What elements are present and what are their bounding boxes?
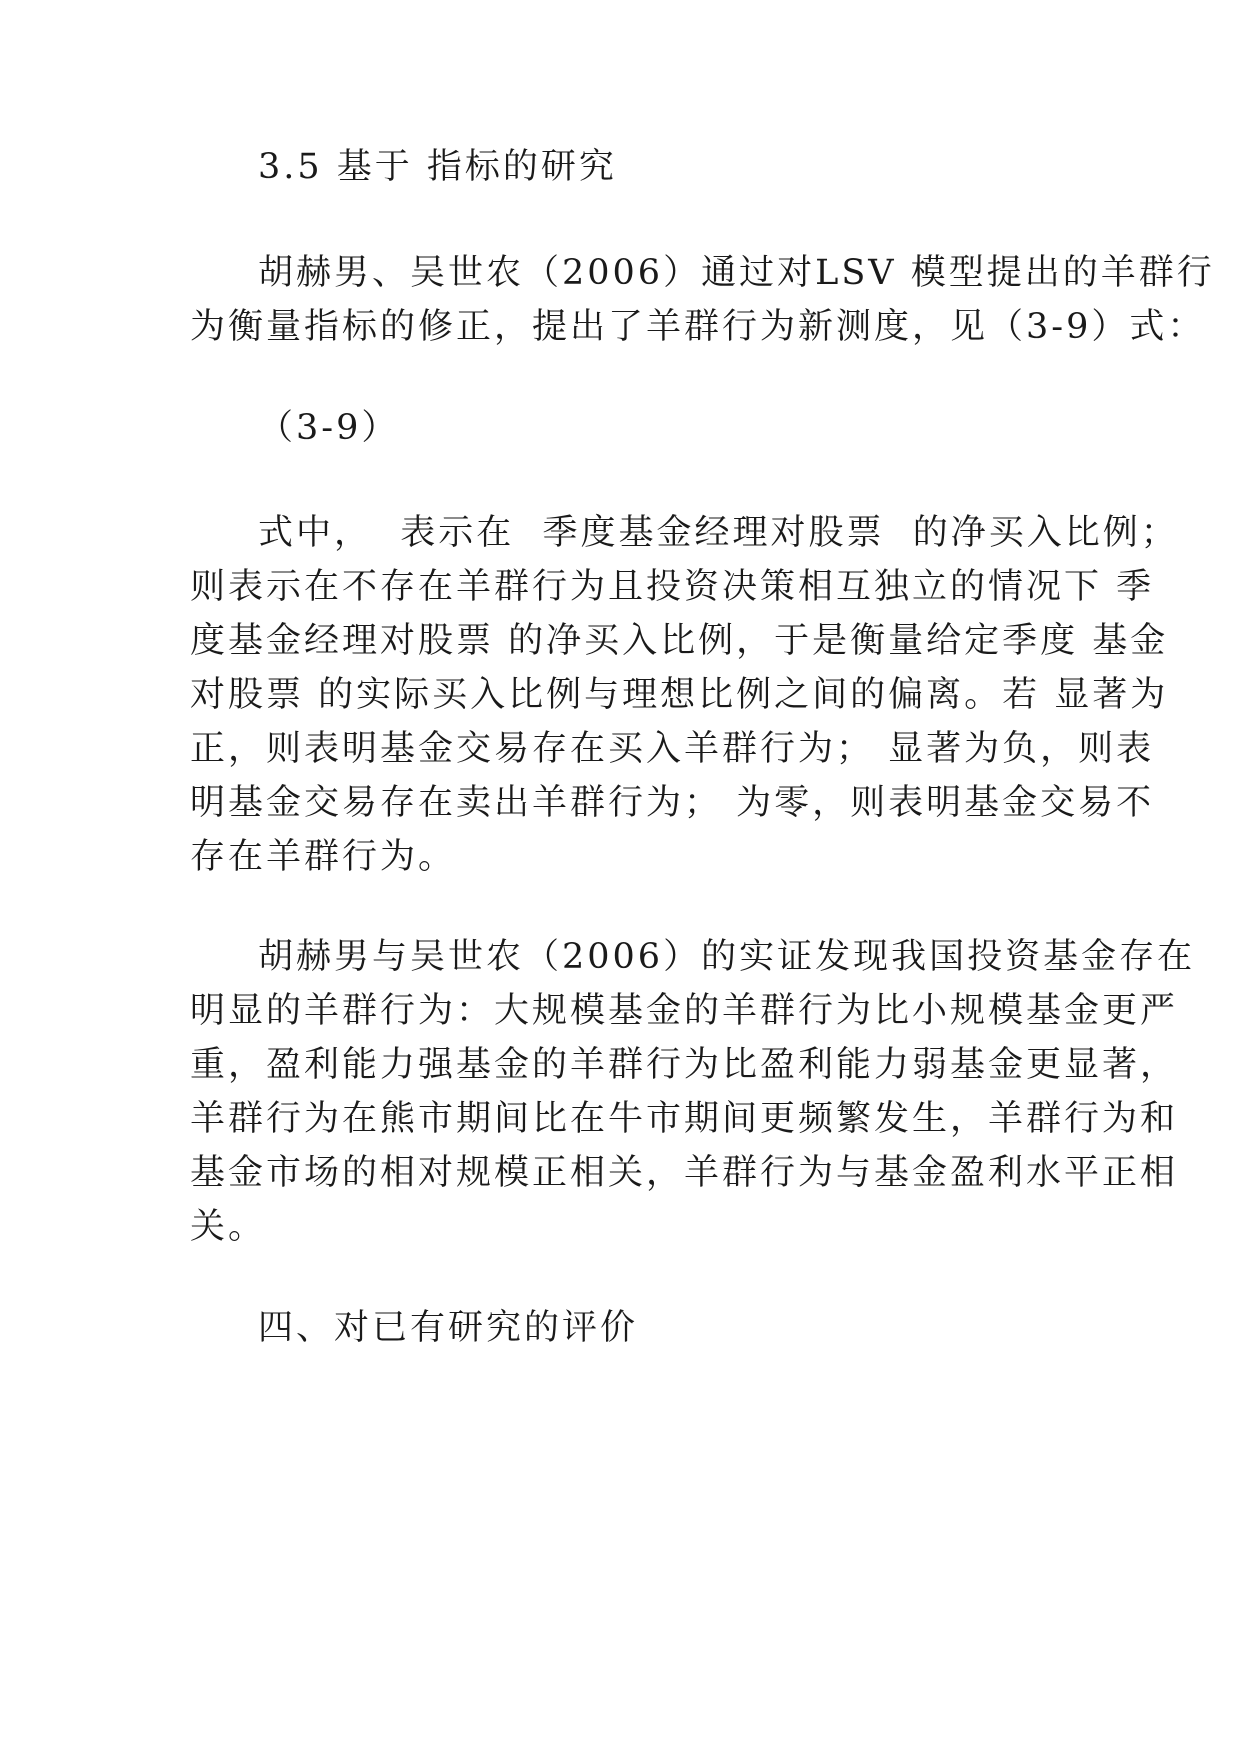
section4-heading: 四、对已有研究的评价 bbox=[258, 1308, 639, 1348]
paragraph-line: 明显的羊群行为：大规模基金的羊群行为比小规模基金更严 bbox=[190, 991, 1179, 1031]
paragraph-line: 重，盈利能力强基金的羊群行为比盈利能力弱基金更显著， bbox=[190, 1045, 1179, 1085]
equation-number: （3-9） bbox=[258, 408, 400, 448]
paragraph-line: 式中， 表示在 季度基金经理对股票 的净买入比例； bbox=[258, 513, 1179, 553]
paragraph-line: 存在羊群行为。 bbox=[190, 837, 457, 877]
paragraph-line: 正，则表明基金交易存在买入羊群行为； 显著为负，则表 bbox=[190, 729, 1155, 769]
paragraph-line: 为衡量指标的修正，提出了羊群行为新测度，见（3-9）式： bbox=[190, 307, 1206, 347]
paragraph-line: 胡赫男、吴世农（2006）通过对LSV 模型提出的羊群行 bbox=[258, 253, 1215, 293]
paragraph-line: 明基金交易存在卖出羊群行为； 为零，则表明基金交易不 bbox=[190, 783, 1155, 823]
paragraph-line: 对股票 的实际买入比例与理想比例之间的偏离。若 显著为 bbox=[190, 675, 1169, 715]
paragraph-line: 关。 bbox=[190, 1207, 267, 1247]
paragraph-line: 则表示在不存在羊群行为且投资决策相互独立的情况下 季 bbox=[190, 567, 1155, 607]
paragraph-line: 羊群行为在熊市期间比在牛市期间更频繁发生，羊群行为和 bbox=[190, 1099, 1179, 1139]
paragraph-line: 度基金经理对股票 的净买入比例，于是衡量给定季度 基金 bbox=[190, 621, 1169, 661]
paragraph-line: 胡赫男与吴世农（2006）的实证发现我国投资基金存在 bbox=[258, 937, 1196, 977]
section-heading: 3.5 基于 指标的研究 bbox=[258, 147, 617, 187]
paragraph-line: 基金市场的相对规模正相关，羊群行为与基金盈利水平正相 bbox=[190, 1153, 1179, 1193]
